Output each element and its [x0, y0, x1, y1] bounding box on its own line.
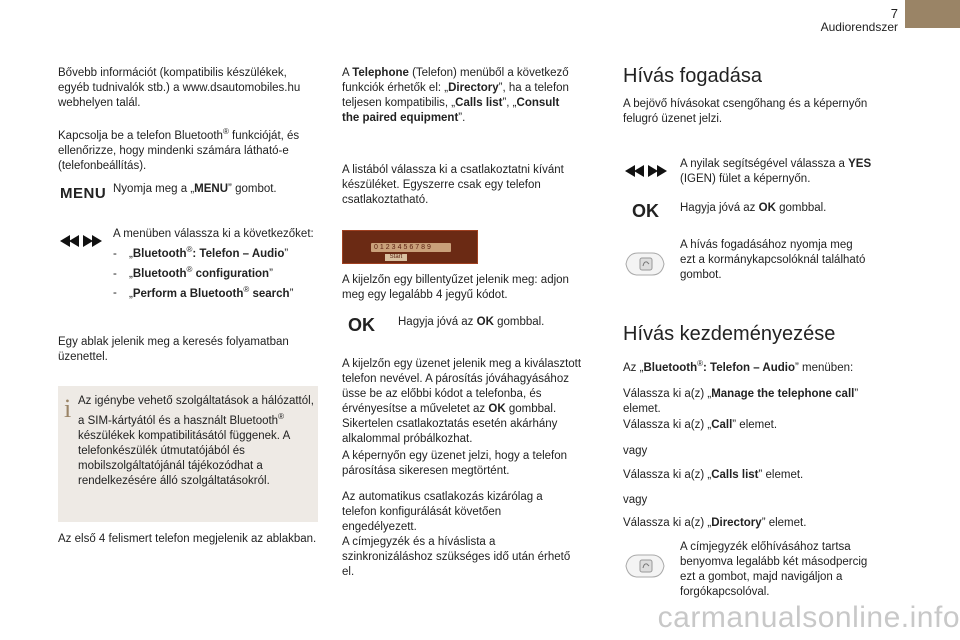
- step-directory: Válassza ki a(z) „Directory” elemet.: [623, 517, 807, 529]
- menu-key-icon: MENU: [60, 185, 107, 202]
- ok-instruction: Hagyja jóvá az OK gombbal.: [398, 316, 545, 328]
- keypad-digits: 0123456789: [371, 243, 451, 252]
- success-para: A képernyőn egy üzenet jelzi, hogy a telefon párosítása sikeresen megtörtént.: [342, 450, 568, 477]
- keypad-start: Start: [385, 254, 407, 261]
- autoconnect-para: Az automatikus csatlakozás kizárólag a telefon konfigurálását követően engedélyezett. A címjegyzék és a híváslista a szinkronizáláshoz szükséges idő után érhető el.: [342, 491, 571, 578]
- menu-instruction: Nyomja meg a „MENU” gombot.: [113, 183, 277, 195]
- ok-key-icon: OK: [348, 315, 375, 335]
- chapter-tab: [905, 0, 960, 28]
- left-right-arrows-icon: [60, 234, 102, 248]
- section-title-call: Hívás kezdeményezése: [623, 323, 836, 345]
- page-number: 7: [890, 6, 898, 21]
- or-label: vagy: [623, 445, 648, 457]
- option-item: - „Bluetooth® configuration”: [113, 264, 273, 280]
- option-item: - „Bluetooth®: Telefon – Audio”: [113, 245, 289, 260]
- section-title-receive: Hívás fogadása: [623, 65, 762, 87]
- col1-intro: Bővebb információt (kompatibilis készülékek, egyéb tudnivalók stb.) a www.dsautomobiles.hu webhelyen talál.: [58, 67, 301, 109]
- select-device-para: A listából válassza ki a csatlakoztatni kívánt készüléket. Egyszerre csak egy telefon csatlakoztatható.: [342, 164, 564, 206]
- wheel-receive-text: A hívás fogadásához nyomja meg ezt a kormánykapcsolóknál található gombot.: [680, 239, 866, 281]
- wheel-directory-text: A címjegyzék előhívásához tartsa benyomva legalább két másodpercig ezt a gombot, majd navigáljon a forgókapcsolóval.: [680, 541, 868, 598]
- steering-wheel-button-icon: [624, 250, 666, 278]
- option-item: - „Perform a Bluetooth® search”: [113, 284, 294, 300]
- yes-instruction: A nyilak segítségével válassza a YES (IGEN) fület a képernyőn.: [680, 158, 872, 185]
- call-menu-para: Az „Bluetooth®: Telefon – Audio” menüben:: [623, 359, 854, 374]
- option-list: [113, 242, 318, 301]
- left-right-arrows-icon: [625, 164, 667, 178]
- or-label: vagy: [623, 494, 648, 506]
- menu-selection-intro: A menüben válassza ki a következőket:: [113, 228, 314, 240]
- step-call: Válassza ki a(z) „Call” elemet.: [623, 419, 778, 431]
- telephone-menu-para: A Telephone (Telefon) menüből a következő funkciók érhetők el: „Directory”, ha a telefon teljesen kompatibilis, „Calls list”, „Consult the paired equipment”.: [342, 67, 569, 124]
- first4-para: Az első 4 felismert telefon megjelenik az ablakban.: [58, 533, 317, 545]
- info-icon: i: [64, 394, 72, 423]
- search-window-para: Egy ablak jelenik meg a keresés folyamatban üzenettel.: [58, 336, 289, 363]
- watermark: carmanualsonline.info: [657, 601, 960, 634]
- ok-instruction: Hagyja jóvá az OK gombbal.: [680, 202, 827, 214]
- keypad-para: A kijelzőn egy billentyűzet jelenik meg: adjon meg egy legalább 4 jegyű kódot.: [342, 274, 569, 301]
- chapter-title: Audiorendszer: [820, 20, 898, 34]
- receive-intro: A bejövő hívásokat csengőhang és a képernyőn felugró üzenet jelzi.: [623, 98, 868, 125]
- step-manage-call: Válassza ki a(z) „Manage the telephone call” elemet.: [623, 388, 859, 415]
- step-calls-list: Válassza ki a(z) „Calls list” elemet.: [623, 469, 804, 481]
- steering-wheel-button-icon: [624, 552, 666, 580]
- col1-bluetooth-para: Kapcsolja be a telefon Bluetooth® funkcióját, és ellenőrizze, hogy mindenki számára látható-e (telefonbeállítás).: [58, 127, 300, 172]
- info-text: Az igénybe vehető szolgáltatások a hálózattól, a SIM-kártyától és a használt Bluetooth® készülékek kompatibilitásától függenek. A telefonkészülék útmutatójából és mobilszolgáltatójánál tájékozódhat a rendelkezésére álló szolgáltatásokról.: [78, 395, 314, 487]
- menu-selection-block: [113, 227, 318, 301]
- pairing-para: A kijelzőn egy üzenet jelenik meg a kiválasztott telefon nevével. A párosítás jóváhagyásához üsse be az előbbi kódot a telefonba, és érvényesítse a műveletet az OK gombbal. Sikertelen csatlakoztatás esetén akárhány alkalommal próbálkozhat.: [342, 358, 582, 445]
- keypad-screen-image: [342, 230, 478, 264]
- info-box: [58, 386, 318, 522]
- ok-key-icon: OK: [632, 201, 659, 221]
